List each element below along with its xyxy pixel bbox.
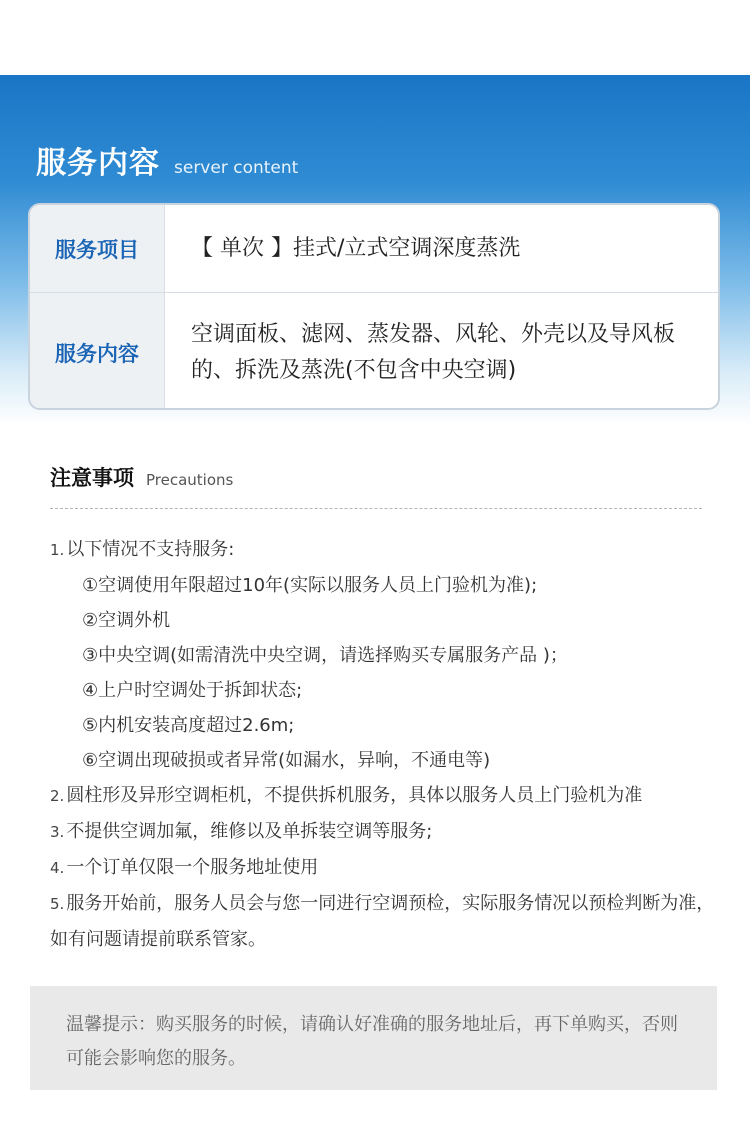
sub-list-item: ⑤内机安装高度超过2.6m; <box>82 715 295 736</box>
sub-list-item: ⑥空调出现破损或者异常(如漏水，异响，不通电等) <box>82 750 491 771</box>
list-item <box>50 886 720 957</box>
section-title <box>36 138 298 182</box>
item-number: 1. <box>50 541 65 559</box>
list-item <box>50 850 720 886</box>
tip-text: 温馨提示：购买服务的时候，请确认好准确的服务地址后，再下单购买，否则可能会影响您的服务。 <box>66 1014 678 1069</box>
sub-list <box>50 568 720 778</box>
item-number: 2. <box>50 787 65 805</box>
sub-list-item: ③中央空调(如需清洗中央空调，请选择购买专属服务产品 )； <box>82 645 568 666</box>
service-item-value: 【 单次 】挂式/立式空调深度蒸洗 <box>191 235 521 261</box>
item-number: 4. <box>50 859 65 877</box>
list-item <box>50 532 720 568</box>
service-item-label: 服务项目 <box>30 205 165 292</box>
item-number: 5. <box>50 895 65 913</box>
item-text: 一个订单仅限一个服务地址使用 <box>66 857 319 878</box>
divider <box>50 508 702 509</box>
sub-list-item: ②空调外机 <box>82 610 171 631</box>
precautions-subtitle: Precautions <box>146 471 234 489</box>
service-row-content <box>30 293 718 410</box>
precautions-heading <box>50 462 233 492</box>
list-item <box>50 778 720 814</box>
sub-list-item: ①空调使用年限超过10年(实际以服务人员上门验机为准); <box>82 575 538 596</box>
service-content-value: 空调面板、滤网、蒸发器、风轮、外壳以及导风板的、拆洗及蒸洗(不包含中央空调) <box>191 321 676 383</box>
section-title-cn: 服务内容 <box>36 146 160 181</box>
precautions-title: 注意事项 <box>50 466 134 490</box>
service-table <box>28 203 720 410</box>
item-text: 不提供空调加氟，维修以及单拆装空调等服务; <box>66 821 433 842</box>
precautions-list <box>50 532 720 957</box>
sub-list-item: ④上户时空调处于拆卸状态; <box>82 680 303 701</box>
item-text: 服务开始前，服务人员会与您一同进行空调预检，实际服务情况以预检判断为准，如有问题请提前联系管家。 <box>50 893 715 950</box>
item-text: 圆柱形及异形空调柜机，不提供拆机服务，具体以服务人员上门验机为准 <box>66 785 643 806</box>
item-text: 以下情况不支持服务: <box>66 539 235 560</box>
tip-box <box>30 986 717 1090</box>
service-content-label: 服务内容 <box>30 293 165 410</box>
section-title-en: server content <box>174 158 299 178</box>
item-number: 3. <box>50 823 65 841</box>
list-item <box>50 814 720 850</box>
service-row-item <box>30 205 718 293</box>
